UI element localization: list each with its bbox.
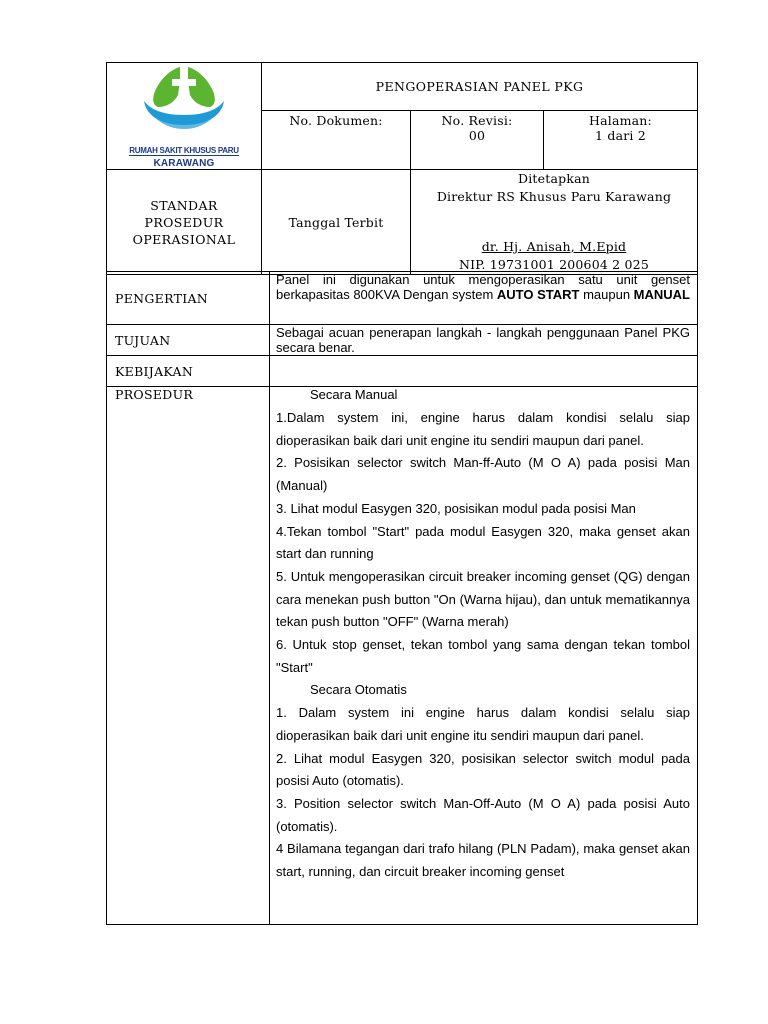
signature-space xyxy=(411,206,697,238)
logo-text-line2: KARAWANG xyxy=(153,158,215,169)
sop-line2: PROSEDUR xyxy=(144,214,224,230)
tujuan-label: TUJUAN xyxy=(107,325,270,356)
signer-name: dr. Hj. Anisah, M.Epid xyxy=(481,239,627,254)
manual-step: 4.Tekan tombol "Start" pada modul Easygen 320, maka genset akan start dan running xyxy=(276,523,690,562)
manual-step: 2. Posisikan selector switch Man-ff-Auto (M O A) pada posisi Man (Manual) xyxy=(276,455,690,494)
sop-line3: OPERASIONAL xyxy=(132,231,236,247)
manual-step: 5. Untuk mengoperasikan circuit breaker incoming genset (QG) dengan cara menekan push button "On (Warna hijau), dan untuk mematikannya tekan push button "OFF" (Warna merah) xyxy=(276,568,690,630)
logo-text-line1: RUMAH SAKIT KHUSUS PARU xyxy=(129,146,239,155)
halaman-value: 1 dari 2 xyxy=(595,128,646,144)
auto-step: 4 Bilamana tegangan dari trafo hilang (PLN Padam), maka genset akan start, running, dan circuit breaker incoming genset xyxy=(276,841,690,880)
tanggal-terbit-label: Tanggal Terbit xyxy=(262,170,411,275)
signer-nip: NIP. 19731001 200604 2 025 xyxy=(459,257,649,272)
auto-step: 1. Dalam system ini engine harus dalam kondisi selalu siap dioperasikan baik dari unit engine itu sendiri maupun dari panel. xyxy=(276,705,690,743)
direktur-title: Direktur RS Khusus Paru Karawang xyxy=(436,189,672,204)
document-header-table xyxy=(106,62,698,275)
document-body-table xyxy=(106,271,698,925)
auto-step: 2. Lihat modul Easygen 320, posisikan selector switch modul pada posisi Auto (otomatis). xyxy=(276,750,690,789)
pengertian-bold-2: MANUAL xyxy=(633,287,690,302)
halaman-cell xyxy=(544,111,698,170)
no-dokumen-cell xyxy=(262,111,411,170)
no-revisi-cell xyxy=(411,111,544,170)
ditetapkan-label: Ditetapkan xyxy=(518,171,590,186)
auto-heading: Secara Otomatis xyxy=(310,682,407,698)
auto-step: 3. Position selector switch Man-Off-Auto (M O A) pada posisi Auto (otomatis). xyxy=(276,795,690,834)
prosedur-content xyxy=(270,387,698,925)
pengertian-text-1: Panel ini digunakan untuk mengoperasikan satu unit genset berkapasitas 800KVA Dengan system xyxy=(276,272,690,302)
manual-step: 6. Untuk stop genset, tekan tombol yang sama dengan tekan tombol "Start" xyxy=(276,637,690,675)
pengertian-text-2: maupun xyxy=(579,287,634,302)
ditetapkan-cell xyxy=(411,170,698,275)
manual-step: 3. Lihat modul Easygen 320, posisikan modul pada posisi Man xyxy=(276,500,636,516)
no-dokumen-label: No. Dokumen: xyxy=(289,113,383,129)
logo-cell xyxy=(107,63,262,170)
halaman-label: Halaman: xyxy=(589,113,652,129)
no-revisi-value: 00 xyxy=(468,128,486,144)
manual-step: 1.Dalam system ini, engine harus dalam kondisi selalu siap dioperasikan baik dari unit engine itu sendiri maupun dari panel. xyxy=(276,410,690,448)
no-revisi-label: No. Revisi: xyxy=(441,113,513,129)
sop-label-cell xyxy=(107,170,262,275)
pengertian-label: PENGERTIAN xyxy=(107,272,270,325)
lungs-hands-icon xyxy=(136,63,232,135)
kebijakan-text xyxy=(270,356,698,387)
tujuan-text: Sebagai acuan penerapan langkah - langkah penggunaan Panel PKG secara benar. xyxy=(270,325,698,356)
manual-heading: Secara Manual xyxy=(310,387,398,402)
pengertian-bold-1: AUTO START xyxy=(496,287,580,302)
prosedur-label: PROSEDUR xyxy=(107,387,270,925)
pengertian-content xyxy=(270,272,698,325)
document-title: PENGOPERASIAN PANEL PKG xyxy=(262,63,698,111)
sop-line1: STANDAR xyxy=(150,197,218,213)
kebijakan-label: KEBIJAKAN xyxy=(107,356,270,387)
